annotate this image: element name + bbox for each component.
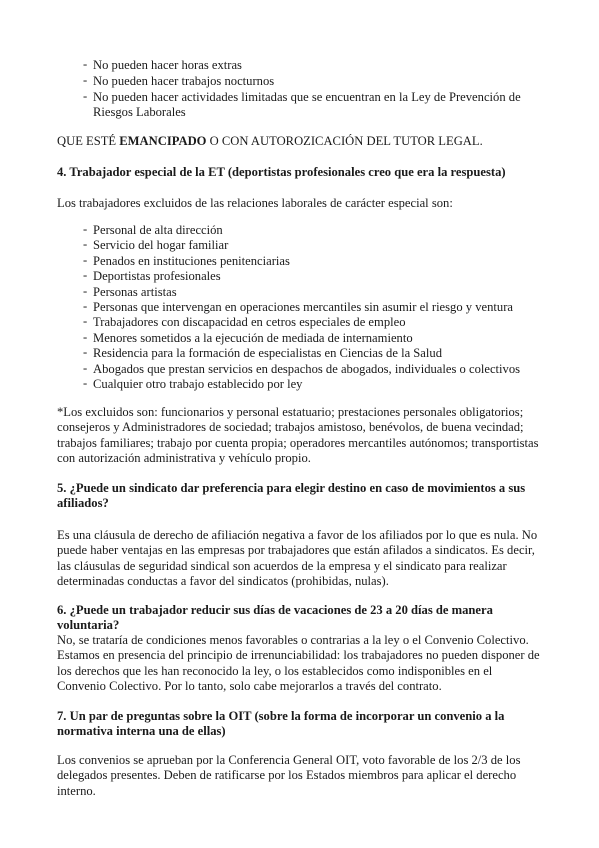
list-item: - Personas artistas	[83, 283, 177, 299]
list-item: - No pueden hacer trabajos nocturnos	[83, 72, 275, 88]
dash-bullet: -	[83, 299, 88, 314]
list-item: - Deportistas profesionales	[83, 268, 221, 284]
dash-bullet: -	[83, 252, 88, 267]
question-4-intro: Los trabajadores excluidos de las relaciones laborales de carácter especial son:	[57, 196, 453, 210]
list-item: - Personas que intervengan en operaciones mercantiles sin asumir el riesgo y ventura	[83, 299, 514, 315]
question-6-answer: No, se trataría de condiciones menos favorables o contrarias a la ley o el Convenio Colectivo. Estamos en presencia del principio de irrenunciabilidad: los trabajadores no pueden disponer de los derechos que les han reconocido la ley, o los establecidos como indisponibles en el Convenio Colectivo. Por lo tanto, solo cabe mejorarlos a través del contrato.	[57, 633, 540, 694]
dash-bullet: -	[83, 88, 88, 103]
list-item: - Penados en instituciones penitenciarias	[83, 252, 290, 268]
dash-bullet: -	[83, 237, 88, 252]
question-6-heading: 6. ¿Puede un trabajador reducir sus días de vacaciones de 23 a 20 días de manera voluntaria?	[57, 603, 493, 633]
dash-bullet: -	[83, 268, 88, 283]
dash-bullet: -	[83, 283, 88, 298]
dash-bullet: -	[83, 57, 88, 71]
excluded-workers-list	[83, 222, 533, 392]
dash-bullet: -	[83, 376, 88, 391]
dash-bullet: -	[83, 360, 88, 375]
list-item: - Residencia para la formación de especialistas en Ciencias de la Salud	[83, 345, 442, 361]
question-5-answer: Es una cláusula de derecho de afiliación negativa a favor de los afiliados por lo que es nula. No puede haber ventajas en las empresas por trabajadores que están afilados a sindicatos. Es decir, las cláusulas de seguridad sindical son acuerdos de la empresa y el sindicato para realizar determinadas conductas a favor del sindicatos (prohibidas, nulas).	[57, 528, 538, 589]
list-item: - Abogados que prestan servicios en despachos de abogados, individuales o colectivos	[83, 360, 521, 376]
dash-bullet: -	[83, 329, 88, 344]
list-item: - Menores sometidos a la ejecución de mediada de internamiento	[83, 329, 413, 345]
question-4-heading: 4. Trabajador especial de la ET (deportistas profesionales creo que era la respuesta)	[57, 165, 506, 179]
dash-bullet: -	[83, 314, 88, 329]
list-item: - Cualquier otro trabajo establecido por ley	[83, 376, 303, 392]
question-7-heading: 7. Un par de preguntas sobre la OIT (sobre la forma de incorporar un convenio a la normativa interna una de ellas)	[57, 709, 505, 739]
dash-bullet: -	[83, 345, 88, 360]
list-item: - Trabajadores con discapacidad en cetros especiales de empleo	[83, 314, 406, 330]
dash-bullet: -	[83, 72, 88, 87]
list-item: - No pueden hacer actividades limitadas que se encuentran en la Ley de Prevención de Riesgos Laborales	[83, 88, 521, 120]
question-4-note: *Los excluidos son: funcionarios y personal estatuario; prestaciones personales obligatorios; consejeros y Administradores de sociedad; trabajos amistoso, benévolos, de buena vecindad; trabajos familiares; trabajo por cuenta propia; operadores mercantiles autónomos; transportistas con autorización administrativa y vehículo propio.	[57, 405, 539, 466]
list-item: - Personal de alta dirección	[83, 222, 223, 237]
dash-bullet: -	[83, 222, 88, 236]
question-5-heading: 5. ¿Puede un sindicato dar preferencia para elegir destino en caso de movimientos a sus afiliados?	[57, 481, 526, 511]
list-item: - Servicio del hogar familiar	[83, 237, 229, 253]
restrictions-list	[83, 57, 533, 121]
list-item: - No pueden hacer horas extras	[83, 57, 242, 72]
emancipado-statement: QUE ESTÉ EMANCIPADO O CON AUTOROZICACIÓN DEL TUTOR LEGAL.	[57, 134, 483, 148]
question-7-answer: Los convenios se aprueban por la Conferencia General OIT, voto favorable de los 2/3 de los delegados presentes. Deben de ratificarse por los Estados miembros para aplicar el derecho interno.	[57, 753, 521, 798]
